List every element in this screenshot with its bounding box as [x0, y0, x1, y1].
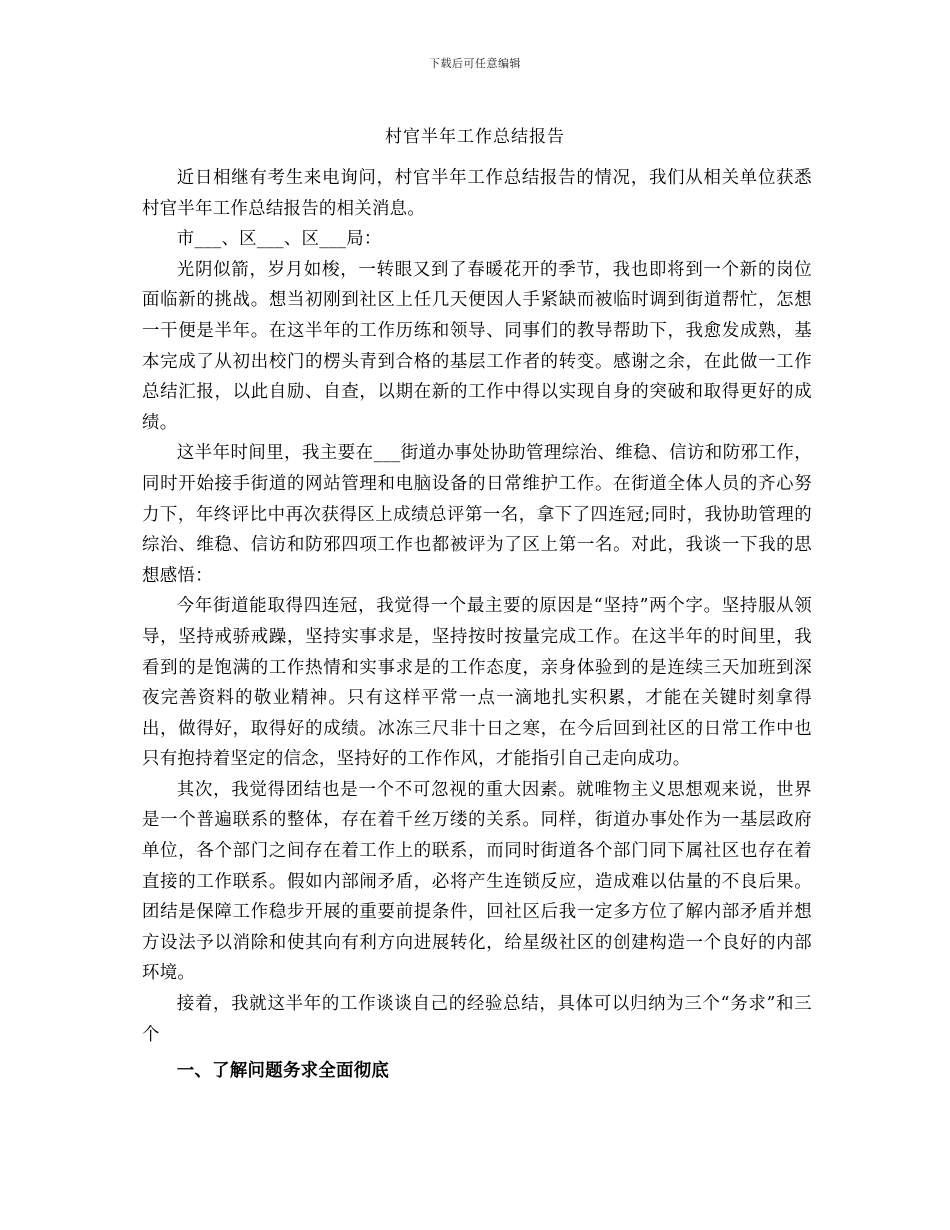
section-heading: 一、了解问题务求全面彻底 — [176, 1061, 390, 1082]
paragraph-unity: 其次，我觉得团结也是一个不可忽视的重大因素。就唯物主义思想观来说，世界是一个普遍联系的整体，存在着千丝万缕的关系。同样，街道办事处作为一基层政府单位，各个部门之间存在着工作上的联系，而同时街道各个部门同下属社区也存在着直接的工作联系。假如内部闹矛盾，必将产生连锁反应，造成难以估量的不良后果。团结是保障工作稳步开展的重要前提条件，回社区后我一定多方位了解内部矛盾并想方设法予以消除和使其向有利方向进展转化，给星级社区的创建构造一个良好的内部环境。 — [142, 779, 812, 984]
paragraph-experience: 接着，我就这半年的工作谈谈自己的经验总结，具体可以归纳为三个“务求”和三个 — [142, 994, 812, 1045]
paragraph-persistence: 今年街道能取得四连冠，我觉得一个最主要的原因是“坚持”两个字。坚持服从领导，坚持戒骄戒躁，坚持实事求是，坚持按时按量完成工作。在这半年的时间里，我看到的是饱满的工作热情和实事求是的工作态度，亲身体验到的是连续三天加班到深夜完善资料的敬业精神。只有这样平常一点一滴地扎实积累，才能在关键时刻拿得出，做得好，取得好的成绩。冰冻三尺非十日之寒，在今后回到社区的日常工作中也只有抱持着坚定的信念，坚持好的工作作风，才能指引自己走向成功。 — [142, 596, 812, 770]
paragraph-intro: 近日相继有考生来电询问，村官半年工作总结报告的情况，我们从相关单位获悉村官半年工作总结报告的相关消息。 — [142, 168, 812, 219]
document-body — [142, 163, 812, 1087]
paragraph-opening: 光阴似箭，岁月如梭，一转眼又到了春暖花开的季节，我也即将到一个新的岗位面临新的挑战。想当初刚到社区上任几天便因人手紧缺而被临时调到街道帮忙，怎想一干便是半年。在这半年的工作历练和领导、同事们的教导帮助下，我愈发成熟，基本完成了从初出校门的楞头青到合格的基层工作者的转变。感谢之余，在此做一工作总结汇报，以此自励、自查，以期在新的工作中得以实现自身的突破和取得更好的成绩。 — [142, 259, 812, 433]
document-title: 村官半年工作总结报告 — [385, 127, 565, 147]
paragraph-work-summary: 这半年时间里，我主要在___街道办事处协助管理综治、维稳、信访和防邪工作，同时开始接手街道的网站管理和电脑设备的日常维护工作。在街道全体人员的齐心努力下，年终评比中再次获得区上成绩总评第一名，拿下了四连冠;同时，我协助管理的综治、维稳、信访和防邪四项工作也都被评为了区上第一名。对此，我谈一下我的思想感悟： — [142, 443, 812, 586]
paragraph-salutation: 市___、区___、区___局： — [176, 229, 382, 250]
header-note: 下载后可任意编辑 — [429, 57, 521, 70]
